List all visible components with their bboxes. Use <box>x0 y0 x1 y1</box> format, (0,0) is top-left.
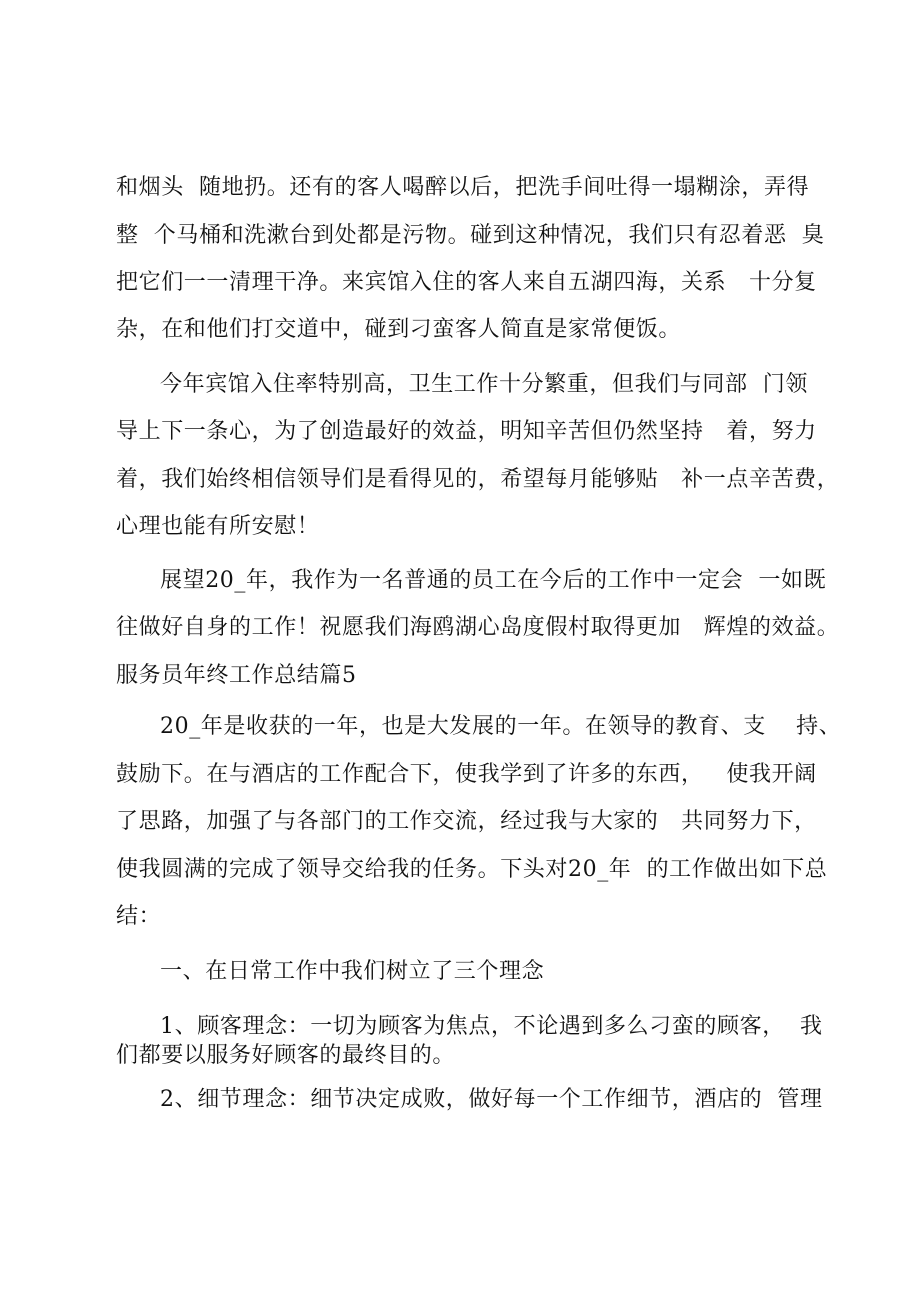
text-line: 导上下一条心，为了创造最好的效益，明知辛苦但仍然坚持 着，努力 <box>116 419 817 444</box>
text-line: 鼓励下。在与酒店的工作配合下，使我学到了许多的东西， 使我开阔 <box>116 762 817 787</box>
text-line: 使我圆满的完成了领导交给我的任务。下头对20_年 的工作做出如下总 <box>116 857 828 882</box>
text-line: 杂，在和他们打交道中，碰到刁蛮客人简直是家常便饭。 <box>116 317 682 342</box>
text-line: 1、顾客理念：一切为顾客为焦点，不论遇到多么刁蛮的顾客， 我 <box>160 1014 823 1039</box>
text-line: 往做好自身的工作！祝愿我们海鸥湖心岛度假村取得更加 辉煌的效益。 <box>116 615 840 640</box>
text-line: 展望20_年，我作为一名普通的员工在今后的工作中一定会 一如既 <box>160 568 827 593</box>
text-line: 20_年是收获的一年，也是大发展的一年。在领导的教育、支 持、 <box>160 714 842 739</box>
text-line: 们都要以服务好顾客的最终目的。 <box>116 1043 456 1068</box>
section-title: 一、在日常工作中我们树立了三个理念 <box>160 959 545 984</box>
text-line: 结： <box>116 904 162 929</box>
text-line: 2、细节理念：细节决定成败，做好每一个工作细节，酒店的 管理 <box>160 1087 823 1112</box>
text-line: 了思路，加强了与各部门的工作交流，经过我与大家的 共同努力下， <box>116 809 817 834</box>
text-line: 心理也能有所安慰！ <box>116 514 320 539</box>
text-line: 整 个马桶和洗漱台到处都是污物。碰到这种情况，我们只有忍着恶 臭 <box>116 223 825 248</box>
text-line: 和烟头 随地扔。还有的客人喝醉以后，把洗手间吐得一塌糊涂，弄得 <box>116 175 810 200</box>
section-heading: 服务员年终工作总结篇5 <box>116 663 357 688</box>
text-line: 着，我们始终相信领导们是看得见的，希望每月能够贴 补一点辛苦费， <box>116 467 840 492</box>
text-line: 把它们一一清理干净。来宾馆入住的客人来自五湖四海，关系 十分复 <box>116 270 817 295</box>
text-line: 今年宾馆入住率特别高，卫生工作十分繁重，但我们与同部 门领 <box>160 372 808 397</box>
